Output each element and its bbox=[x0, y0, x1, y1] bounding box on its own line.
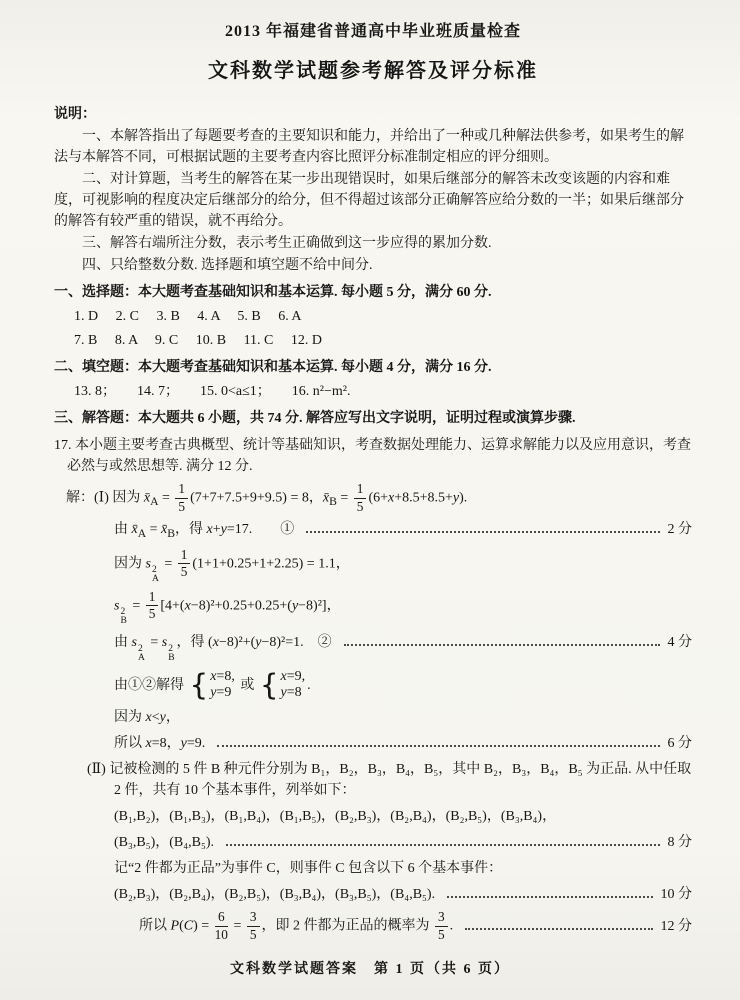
score-label: 12 分 bbox=[660, 918, 692, 934]
document-title: 2013 年福建省普通高中毕业班质量检查 bbox=[224, 23, 521, 40]
section-choice bbox=[54, 282, 692, 351]
notes-label: 说明： bbox=[54, 107, 96, 122]
solution-line bbox=[66, 482, 692, 514]
solution-line bbox=[114, 858, 692, 879]
solution-math: 由①②解得 { x=8, y=9 或 { x=9, y=8 . bbox=[114, 667, 311, 702]
dot-leader bbox=[465, 928, 652, 930]
solution-text: (B₁,B₂)，(B₁,B₃)，(B₁,B₄)，(B₁,B₅)，(B₂,B₃)，(B₂,B₄)，(B₂,B₅)，(B₃,B₄)， bbox=[114, 809, 557, 825]
dot-leader bbox=[217, 745, 659, 747]
solution-math: 所以 x=8，y=9. bbox=[114, 736, 206, 752]
solution-math: s 2 B = $\frac{1}{5}$ [4+(x−8)²+0.25+0.25+(y−8)²]， bbox=[114, 588, 341, 627]
score-label: 4 分 bbox=[667, 634, 692, 650]
solution-line bbox=[114, 884, 692, 905]
solution-math: 由 s 2 A = s 2 B ，得 (x−8)²+(y−8)²=1. ② bbox=[114, 634, 332, 664]
choice-answers-row: 7. B 8. A 9. C 10. B 11. C 12. D bbox=[74, 333, 323, 348]
section-fill bbox=[54, 357, 692, 402]
solution-math: 所以 P(C) = $\frac{6}{10}$ = $\frac{3}{5}$ ，即 2 件都为正品的概率为 $\frac{3}{5}$ . bbox=[139, 909, 454, 942]
score-label: 6 分 bbox=[667, 736, 692, 752]
dot-leader bbox=[306, 531, 659, 533]
dot-leader bbox=[344, 644, 660, 646]
dot-leader bbox=[226, 844, 659, 846]
solution-line bbox=[114, 519, 692, 542]
solution-line bbox=[114, 832, 692, 853]
section-choice-heading: 一、选择题：本大题考查基础知识和基本运算. 每小题 5 分，满分 60 分. bbox=[54, 285, 492, 300]
solution-line bbox=[114, 590, 692, 627]
score-label: 2 分 bbox=[667, 522, 692, 538]
solution-line bbox=[114, 806, 692, 827]
note-paragraph: 二、对计算题，当考生的解答在某一步出现错误时，如果后继部分的解答未改变该题的内容和难度，可视影响的程度决定后继部分的给分，但不得超过该部分正确解答应给分数的一半；如果后继部分的解答有较严重的错误，就不再给分。 bbox=[54, 172, 684, 229]
choice-answers-row: 1. D 2. C 3. B 4. A 5. B 6. A bbox=[74, 309, 302, 324]
score-label: 8 分 bbox=[667, 835, 692, 851]
solution-math: 因为 s 2 A = $\frac{1}{5}$ (1+1+0.25+1+2.25) = 1.1， bbox=[114, 546, 350, 585]
solution-math: 解：(Ⅰ) 因为 $x̄_A$ = $\frac{1}{5}$ (7+7+7.5+9+9.5) = 8，$x̄_B$ = $\frac{1}{5}$ (6+x+8.5+8.5+y). bbox=[66, 481, 468, 514]
note-paragraph: 一、本解答指出了每题要考查的主要知识和能力，并给出了一种或几种解法供参考，如果考生的解法与本解答不同，可根据试题的主要考查内容比照评分标准制定相应的评分细则。 bbox=[54, 129, 684, 165]
solution-line bbox=[114, 707, 692, 728]
solution-paragraph: (Ⅱ) 记被检测的 5 件 B 种元件分别为 B₁，B₂，B₃，B₄，B₅，其中 B₂，B₃，B₄，B₅ 为正品. 从中任取 2 件，共有 10 个基本事件，列举如下： bbox=[87, 762, 692, 799]
solution-line bbox=[114, 733, 692, 754]
question-17 bbox=[54, 435, 692, 942]
solution-line bbox=[114, 632, 692, 664]
footer-text: 文科数学试题答案 第 1 页（共 6 页） bbox=[230, 962, 510, 977]
solution-line bbox=[139, 910, 692, 942]
solution-text: (B₃,B₅)，(B₄,B₅). bbox=[114, 835, 215, 851]
note-paragraph: 四、只给整数分数. 选择题和填空题不给中间分. bbox=[82, 258, 373, 273]
section-solve bbox=[54, 408, 692, 429]
dot-leader bbox=[447, 896, 652, 898]
solution-text: (B₂,B₃)，(B₂,B₄)，(B₂,B₅)，(B₃,B₄)，(B₃,B₅)，(B₄,B₅). bbox=[114, 887, 436, 903]
notes-section bbox=[54, 104, 692, 276]
solution-text: 记“2 件都为正品”为事件 C，则事件 C 包含以下 6 个基本事件： bbox=[114, 861, 503, 877]
solution-line bbox=[114, 669, 692, 703]
solution-line bbox=[114, 548, 692, 585]
note-paragraph: 三、解答右端所注分数，表示考生正确做到这一步应得的累加分数. bbox=[82, 236, 492, 251]
solution-math: 由 $x̄_A$ = $x̄_B$，得 x+y=17. ① bbox=[114, 522, 295, 541]
solution-math: 因为 x<y， bbox=[114, 710, 180, 726]
score-label: 10 分 bbox=[660, 887, 692, 903]
section-solve-heading: 三、解答题：本大题共 6 小题，共 74 分. 解答应写出文字说明，证明过程或演算步骤. bbox=[54, 411, 576, 426]
document-subtitle: 文科数学试题参考解答及评分标准 bbox=[208, 60, 538, 82]
section-fill-heading: 二、填空题：本大题考查基础知识和基本运算. 每小题 4 分，满分 16 分. bbox=[54, 360, 492, 375]
question-17-intro: 17. 本小题主要考查古典概型、统计等基础知识，考查数据处理能力、运算求解能力以及应用意识，考查必然与或然思想等. 满分 12 分. bbox=[54, 438, 691, 474]
fill-answers-row: 13. 8； 14. 7； 15. 0<a≤1； 16. n²−m². bbox=[74, 384, 351, 399]
